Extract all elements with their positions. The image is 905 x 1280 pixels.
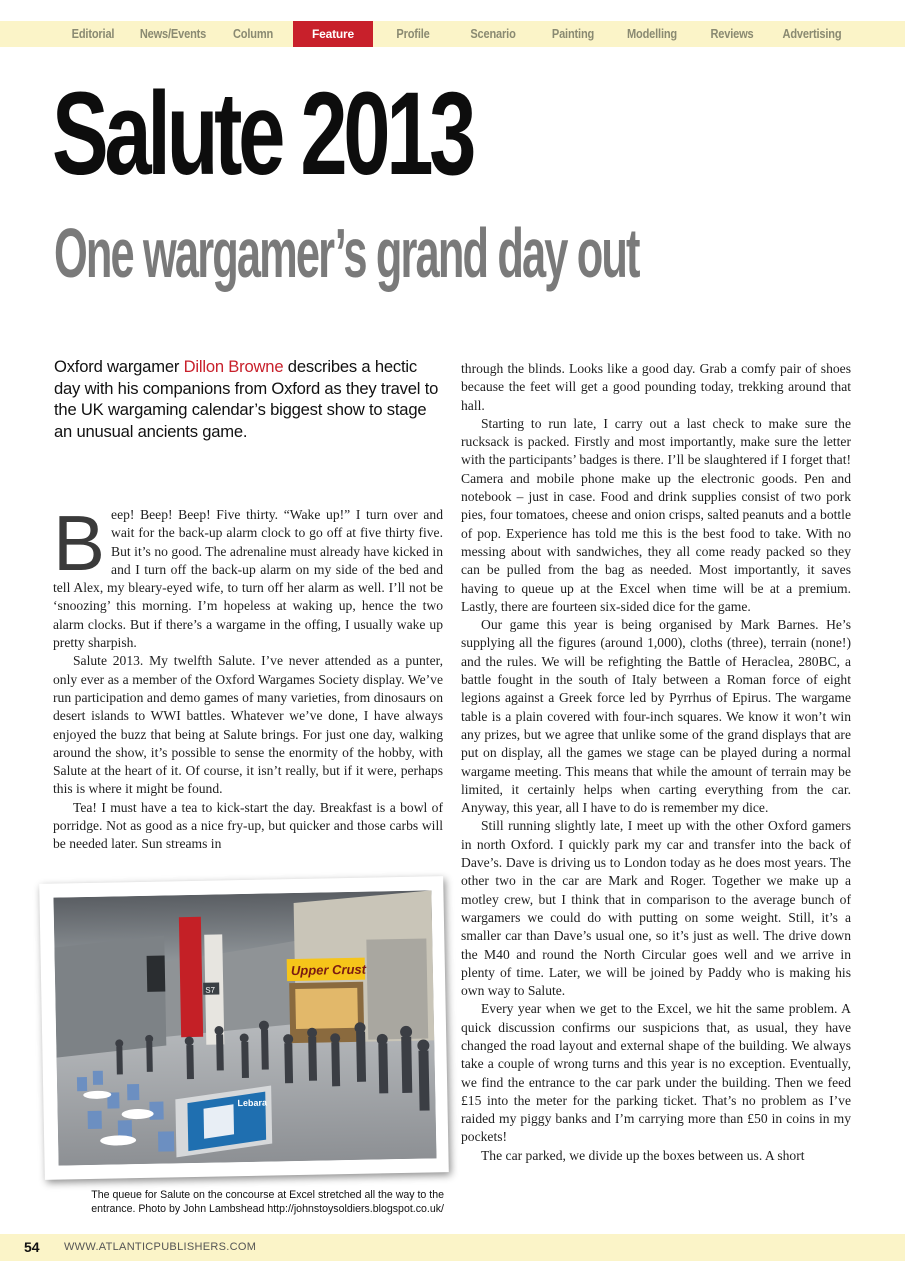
- article-standfirst: [54, 356, 446, 442]
- nav-tab-advertising[interactable]: Advertising: [782, 26, 842, 41]
- nav-tab-profile[interactable]: Profile: [396, 26, 430, 41]
- drop-cap: B: [53, 499, 106, 587]
- body-column-right: [461, 360, 851, 1165]
- nav-tab-reviews[interactable]: Reviews: [710, 26, 754, 41]
- body-paragraph: Tea! I must have a tea to kick-start the day. Breakfast is a bowl of porridge. Not as good as a nice fry-up, but quicker and those carbs will be needed later. Sun streams in: [53, 799, 443, 852]
- body-paragraph: Every year when we get to the Excel, we hit the same problem. A quick discussion confirms our suspicions that, as usual, they have changed the road layout and external shape of the building. We always take a couple of wrong turns and this year is no exception. Eventually, we find the entrance to the car park under the building. Then we feed £15 into the meter for the parking ticket. That’s no problem as I’ve raided my piggy banks and I’m carrying more than £50 in coins in my pockets!: [461, 1001, 851, 1145]
- body-paragraph: The car parked, we divide up the boxes between us. A short: [481, 1147, 805, 1163]
- body-paragraph: Salute 2013. My twelfth Salute. I’ve never attended as a punter, only ever as a member of the Oxford Wargames Society display. We’ve run participation and demo games of many varieties, from dinosaurs on desert islands to WWI battles. Whatever we’ve done, I have always enjoyed the buzz that being at Salute brings. For just one day, walking around the show, it’s possible to sense the enormity of the hobby, with Salute at the heart of it. Of course, it isn’t really, but if it were, perhaps this is where it might be found.: [53, 653, 443, 797]
- standfirst-lead: Oxford wargamer: [54, 357, 184, 376]
- standfirst-rest: describes a hectic day with his companions from Oxford as they travel to the UK wargaming calendar’s biggest show to stage an unusual ancients game.: [54, 357, 439, 441]
- ad-brand: Lebara: [237, 1097, 268, 1109]
- body-column-left: [53, 499, 443, 854]
- page-footer: [0, 1234, 905, 1261]
- page-number: 54: [24, 1239, 40, 1255]
- body-paragraph: Starting to run late, I carry out a last check to make sure the rucksack is packed. Firstly and most importantly, make sure the letter with the participants’ badges is there. I’ll be slaughtered if I forget that! Camera and mobile phone make up the electronic goods. Pen and notebook – just in case. Food and drink supplies consist of two pork pies, four tomatoes, cheese and onion crisps, salted peanuts and a bottle of pop. Experience has told me this is the best food to take. With no messing about with sandwiches, they all come ready packed so they can be pulled from the bag as needed. Most importantly, it saves having to queue up at the Excel when time will be at a premium. Lastly, there are fourteen six-sided dice for the game.: [461, 415, 851, 614]
- article-title: Salute 2013: [52, 68, 473, 200]
- nav-tab-column[interactable]: Column: [232, 26, 274, 41]
- nav-tab-painting[interactable]: Painting: [551, 26, 595, 41]
- body-paragraph: through the blinds. Looks like a good day. Grab a comfy pair of shoes because the feet will get a good pounding today, trekking around that hall.: [461, 361, 851, 413]
- article-subtitle: One wargamer’s grand day out: [54, 214, 639, 292]
- publisher-website[interactable]: WWW.ATLANTICPUBLISHERS.COM: [64, 1241, 257, 1253]
- section-nav: [0, 21, 905, 47]
- body-paragraph: Still running slightly late, I meet up with the other Oxford gamers in north Oxford. I quickly park my car and transfer into the back of Dave’s. Dave is driving us to London today as he does most years. The other two in the car are Mark and Roger. Together we make up a motley crew, but I think that in comparison to the average bunch of wargamers we could do with putting on some weight. Still, it’s a smaller car than Dave’s usual one, so it’s just as well. The drive down the M40 and round the North Circular goes well and we arrive in plenty of time. Later, we will be joined by Paddy who is making his own way to Salute.: [461, 818, 851, 999]
- nav-tab-scenario[interactable]: Scenario: [470, 26, 516, 41]
- author-name: Dillon Browne: [183, 357, 284, 376]
- sign-number: S7: [205, 985, 216, 995]
- nav-tab-editorial[interactable]: Editorial: [71, 26, 115, 41]
- nav-tab-modelling[interactable]: Modelling: [626, 26, 678, 41]
- upper-crust-sign: Upper Crust: [290, 961, 367, 979]
- nav-tab-news-events[interactable]: News/Events: [139, 26, 207, 41]
- body-paragraph: [53, 499, 443, 652]
- nav-tab-feature[interactable]: Feature: [293, 21, 373, 47]
- body-paragraph: Our game this year is being organised by Mark Barnes. He’s supplying all the figures (around 1,000), cloths (three), terrain (none!) and the rules. We will be refighting the Battle of Heraclea, 280BC, a battle fought in the south of Italy between a Roman force of eight legions against a Greek force led by Pyrrhus of Epirus. The wargame table is a plain covered with four-inch squares. We know it won’t win any prizes, but we agree that unlike some of the grand displays that are put on display, all the games we stage can be played during a normal wargame meeting. This means that while the amount of terrain may be limited, it certainly helps when carting everything from the car. Anyway, this year, all I have to do is remember my dice.: [461, 617, 851, 816]
- concourse-photo: [53, 890, 436, 1165]
- photo-caption: The queue for Salute on the concourse at Excel stretched all the way to the entrance. Photo by John Lambshead http://johnstoysoldiers.blogspot.co.uk/: [91, 1189, 444, 1215]
- paragraph-text: eep! Beep! Beep! Five thirty. “Wake up!” I turn over and wait for the back-up alarm clock to go off at five thirty five. But it’s no good. The adrenaline must already have kicked in and I turn off the back-up alarm on my side of the bed and tell Alex, my bleary-eyed wife, to turn off her alarm as well. I’ll not be ‘snoozing’ this morning. I’m hopeless at waking up, hence the two alarm clocks. But if there’s a wargame in the offing, I usually wake up pretty sharpish.: [53, 507, 443, 651]
- photo-frame: [39, 876, 449, 1180]
